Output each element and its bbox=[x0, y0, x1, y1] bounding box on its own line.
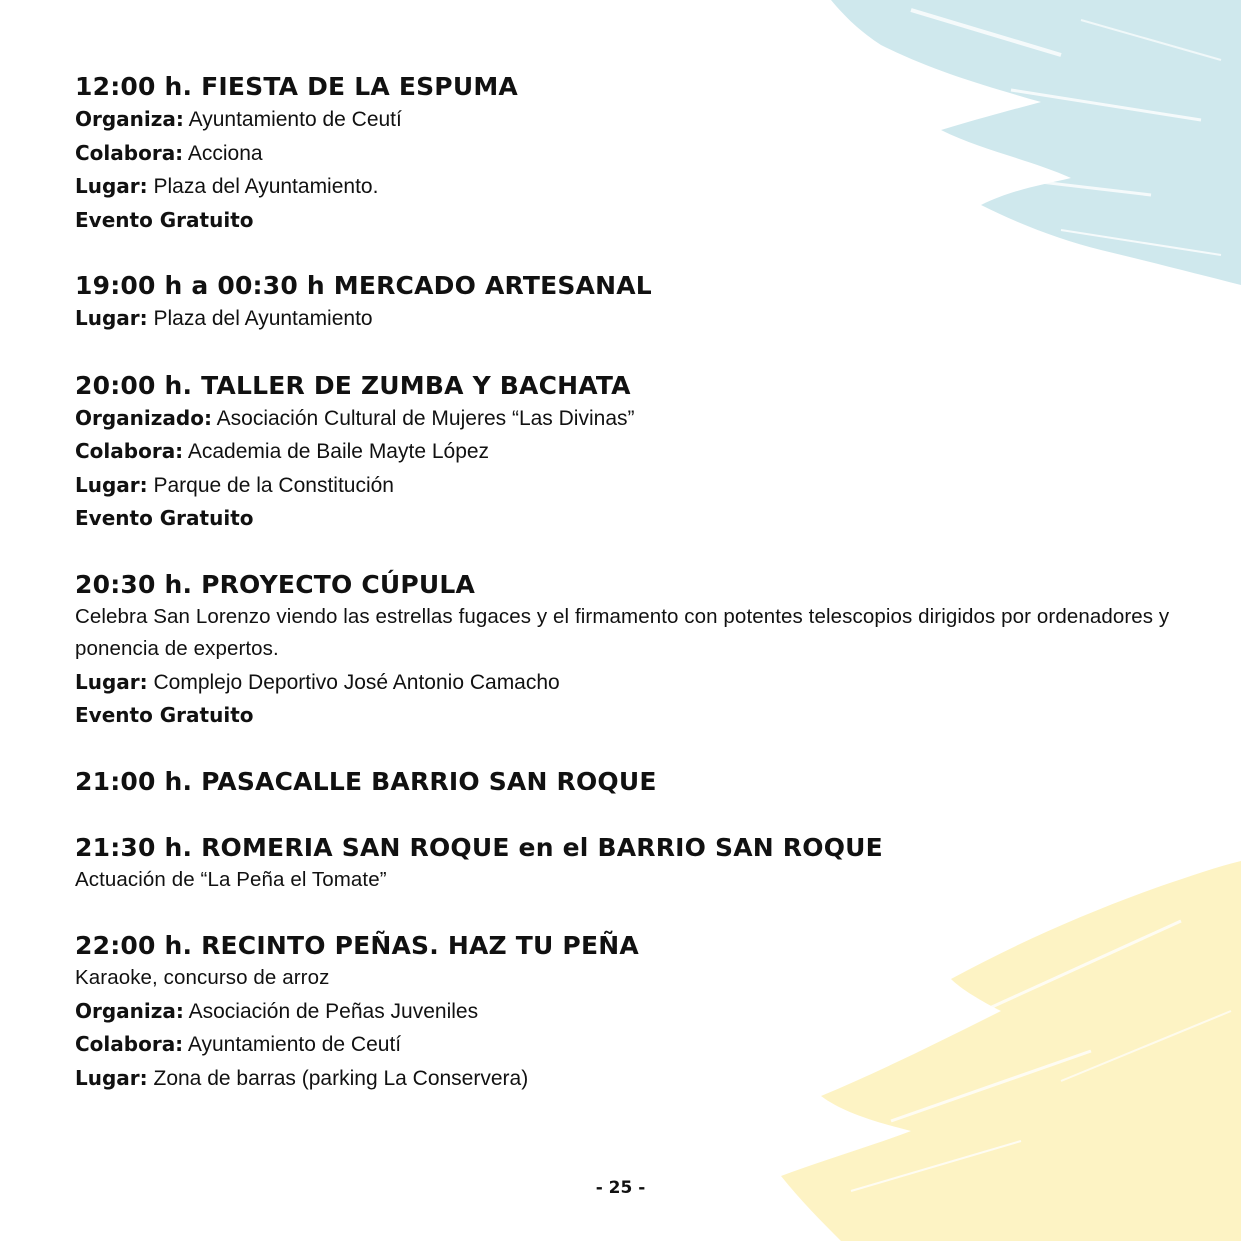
event-taller-zumba bbox=[75, 369, 1185, 535]
organiza-label: Organiza: bbox=[75, 998, 184, 1023]
event-schedule bbox=[75, 70, 1185, 1128]
event-title: 20:00 h. TALLER DE ZUMBA Y BACHATA bbox=[75, 370, 631, 400]
free-event-label: Evento Gratuito bbox=[75, 207, 254, 232]
event-pasacalle bbox=[75, 765, 1185, 798]
free-event-label: Evento Gratuito bbox=[75, 703, 254, 727]
event-description: Celebra San Lorenzo viendo las estrellas fugaces y el firmamento con potentes telescopios dirigidos por ordenadores y ponencia de expertos. bbox=[75, 604, 1170, 660]
event-title: 22:00 h. RECINTO PEÑAS. HAZ TU PEÑA bbox=[75, 931, 639, 960]
lugar-label: Lugar: bbox=[75, 306, 148, 330]
organiza-value: Ayuntamiento de Ceutí bbox=[188, 108, 402, 131]
event-title: 21:30 h. ROMERIA SAN ROQUE en el BARRIO SAN ROQUE bbox=[75, 832, 883, 862]
colabora-label: Colabora: bbox=[75, 439, 184, 463]
colabora-label: Colabora: bbox=[75, 1032, 184, 1056]
event-title: 19:00 h a 00:30 h MERCADO ARTESANAL bbox=[75, 271, 652, 300]
lugar-line bbox=[75, 469, 1185, 503]
event-fiesta-espuma bbox=[75, 70, 1185, 236]
lugar-line bbox=[75, 170, 1185, 204]
organizado-value: Asociación Cultural de Mujeres “Las Divinas” bbox=[216, 406, 635, 430]
event-proyecto-cupula bbox=[75, 568, 1185, 732]
organiza-line bbox=[75, 995, 1185, 1029]
lugar-line bbox=[75, 1062, 1185, 1096]
lugar-value: Plaza del Ayuntamiento. bbox=[153, 175, 379, 198]
lugar-line bbox=[75, 302, 1185, 336]
colabora-line bbox=[75, 137, 1185, 171]
lugar-value: Plaza del Ayuntamiento bbox=[153, 307, 373, 330]
event-title: 21:00 h. PASACALLE BARRIO SAN ROQUE bbox=[75, 766, 657, 796]
page-number: - 25 - bbox=[595, 1178, 646, 1198]
organiza-line bbox=[75, 103, 1185, 137]
colabora-label: Colabora: bbox=[75, 140, 184, 165]
colabora-line bbox=[75, 1028, 1185, 1062]
lugar-label: Lugar: bbox=[75, 669, 148, 694]
event-mercado-artesanal bbox=[75, 269, 1185, 336]
organizado-label: Organizado: bbox=[75, 405, 212, 430]
lugar-line bbox=[75, 666, 1185, 700]
organiza-label: Organiza: bbox=[75, 107, 184, 131]
lugar-label: Lugar: bbox=[75, 1065, 148, 1090]
lugar-value: Zona de barras (parking La Conservera) bbox=[153, 1066, 529, 1090]
lugar-label: Lugar: bbox=[75, 472, 148, 497]
organiza-value: Asociación de Peñas Juveniles bbox=[188, 999, 479, 1023]
event-title: 12:00 h. FIESTA DE LA ESPUMA bbox=[75, 72, 518, 101]
colabora-value: Ayuntamiento de Ceutí bbox=[187, 1033, 402, 1056]
event-romeria bbox=[75, 831, 1185, 897]
colabora-value: Acciona bbox=[187, 141, 263, 165]
free-event-label: Evento Gratuito bbox=[75, 506, 254, 530]
lugar-value: Parque de la Constitución bbox=[153, 473, 394, 497]
event-description: Karaoke, concurso de arroz bbox=[75, 966, 330, 989]
colabora-value: Academia de Baile Mayte López bbox=[187, 440, 490, 463]
event-recinto-penas bbox=[75, 929, 1185, 1095]
organizado-line bbox=[75, 402, 1185, 436]
colabora-line bbox=[75, 435, 1185, 469]
lugar-value: Complejo Deportivo José Antonio Camacho bbox=[153, 670, 560, 694]
lugar-label: Lugar: bbox=[75, 174, 148, 198]
event-description: Actuación de “La Peña el Tomate” bbox=[75, 867, 387, 891]
event-title: 20:30 h. PROYECTO CÚPULA bbox=[75, 569, 476, 599]
